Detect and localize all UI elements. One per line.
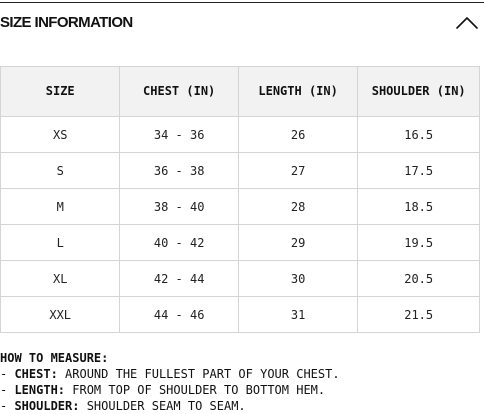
- length-cell: 26: [238, 117, 358, 153]
- table-row: [1, 261, 480, 297]
- shoulder-cell: 17.5: [358, 153, 480, 189]
- column-header-length: LENGTH (IN): [238, 67, 358, 117]
- size-cell: XL: [1, 261, 120, 297]
- measure-label: CHEST:: [14, 367, 58, 381]
- length-cell: 28: [238, 189, 358, 225]
- measure-text: AROUND THE FULLEST PART OF YOUR CHEST.: [57, 367, 340, 381]
- bullet-prefix: -: [0, 367, 15, 381]
- size-cell: S: [1, 153, 120, 189]
- section-header[interactable]: [0, 4, 484, 42]
- chest-cell: 44 - 46: [120, 297, 238, 333]
- table-row: [1, 153, 480, 189]
- length-cell: 30: [238, 261, 358, 297]
- how-to-measure-heading: HOW TO MEASURE:: [0, 351, 109, 365]
- top-divider: [0, 2, 484, 3]
- bullet-prefix: -: [0, 383, 15, 397]
- measure-item-shoulder: [0, 398, 484, 414]
- shoulder-cell: 20.5: [358, 261, 480, 297]
- length-cell: 31: [238, 297, 358, 333]
- measure-item-length: [0, 382, 484, 398]
- size-chart-table: [0, 66, 480, 333]
- measure-item-chest: [0, 366, 484, 382]
- measure-label: SHOULDER:: [14, 399, 80, 413]
- collapse-toggle-button[interactable]: [454, 12, 480, 32]
- shoulder-cell: 18.5: [358, 189, 480, 225]
- table-row: [1, 297, 480, 333]
- measure-text: FROM TOP OF SHOULDER TO BOTTOM HEM.: [65, 383, 326, 397]
- shoulder-cell: 16.5: [358, 117, 480, 153]
- chest-cell: 36 - 38: [120, 153, 238, 189]
- column-header-chest: CHEST (IN): [120, 67, 238, 117]
- table-row: [1, 225, 480, 261]
- section-title: SIZE INFORMATION: [0, 14, 133, 31]
- chest-cell: 42 - 44: [120, 261, 238, 297]
- chest-cell: 34 - 36: [120, 117, 238, 153]
- chest-cell: 38 - 40: [120, 189, 238, 225]
- how-to-measure: [0, 350, 484, 414]
- length-cell: 27: [238, 153, 358, 189]
- table-header-row: [1, 67, 480, 117]
- chest-cell: 40 - 42: [120, 225, 238, 261]
- size-cell: L: [1, 225, 120, 261]
- shoulder-cell: 19.5: [358, 225, 480, 261]
- length-cell: 29: [238, 225, 358, 261]
- shoulder-cell: 21.5: [358, 297, 480, 333]
- size-cell: M: [1, 189, 120, 225]
- measure-label: LENGTH:: [14, 383, 66, 397]
- chevron-up-icon: [454, 12, 480, 32]
- size-cell: XS: [1, 117, 120, 153]
- bullet-prefix: -: [0, 399, 15, 413]
- table-row: [1, 189, 480, 225]
- table-row: [1, 117, 480, 153]
- column-header-size: SIZE: [1, 67, 120, 117]
- size-cell: XXL: [1, 297, 120, 333]
- measure-text: SHOULDER SEAM TO SEAM.: [79, 399, 246, 413]
- column-header-shoulder: SHOULDER (IN): [358, 67, 480, 117]
